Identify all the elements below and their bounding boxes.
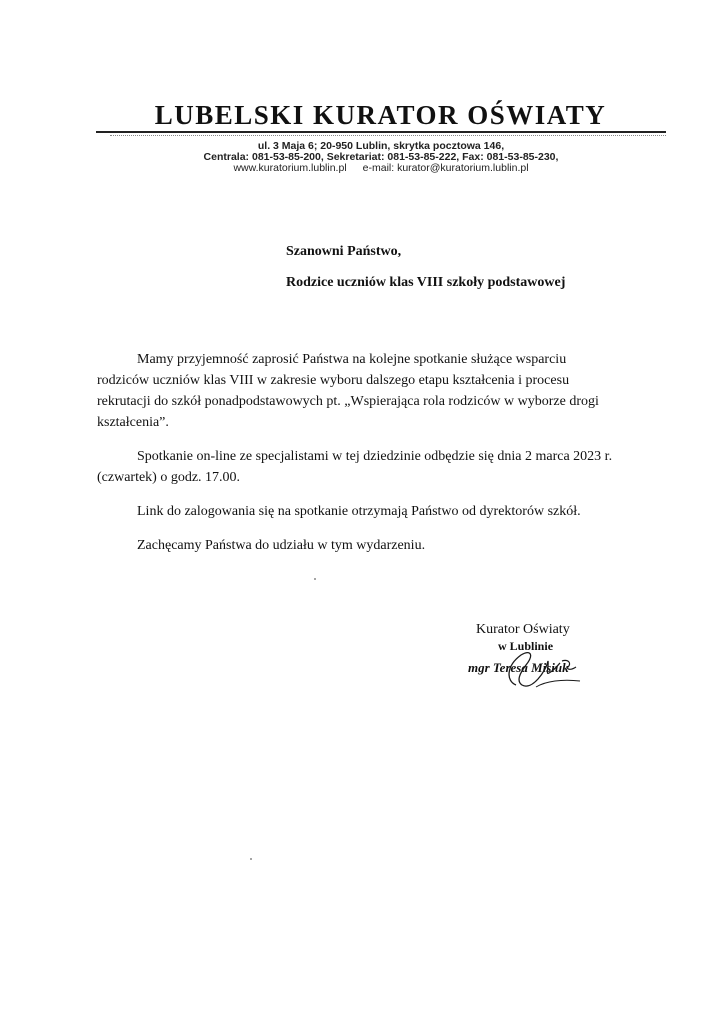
letterhead-email: e-mail: kurator@kuratorium.lublin.pl (362, 162, 529, 174)
signature-place: w Lublinie (498, 639, 554, 653)
signature-name: mgr Teresa Misiuk (468, 660, 569, 675)
letterhead-contact (96, 141, 666, 174)
letterhead-rule (96, 131, 666, 133)
signature-role: Kurator Oświaty (476, 622, 570, 637)
letterhead-dotted-rule (110, 135, 666, 136)
handwritten-signature (476, 641, 596, 696)
letterhead-phones: Centrala: 081-53-85-200, Sekretariat: 081-53-85-222, Fax: 081-53-85-230, (203, 151, 559, 163)
scan-speck (314, 578, 316, 580)
salutation-line-2: Rodzice uczniów klas VIII szkoły podstawowej (286, 275, 566, 290)
scan-speck (250, 858, 252, 860)
body-paragraph: Mamy przyjemność zaprosić Państwa na kolejne spotkanie służące wsparciu rodziców uczniów klas VIII w zakresie wyboru dalszego etapu kształcenia i procesu rekrutacji do szkół ponadpodstawowych pt. „Wspierająca rola rodziców w wyborze drogi kształcenia”. (97, 352, 599, 430)
salutation (286, 242, 565, 304)
letterhead-web-line (96, 163, 666, 174)
body-paragraph: Zachęcamy Państwa do udziału w tym wydarzeniu. (137, 538, 426, 553)
body-paragraph: Spotkanie on-line ze specjalistami w tej dziedzinie odbędzie się dnia 2 marca 2023 r. (czwartek) o godz. 17.00. (97, 449, 613, 485)
salutation-line-1: Szanowni Państwo, (286, 244, 402, 259)
letterhead-website: www.kuratorium.lublin.pl (233, 162, 347, 174)
letterhead-address: ul. 3 Maja 6; 20-950 Lublin, skrytka pocztowa 146, (257, 140, 505, 152)
body-paragraph: Link do zalogowania się na spotkanie otrzymają Państwo od dyrektorów szkół. (137, 504, 581, 519)
letterhead-title: LUBELSKI KURATOR OŚWIATY (154, 100, 607, 130)
letter-body (97, 349, 617, 569)
